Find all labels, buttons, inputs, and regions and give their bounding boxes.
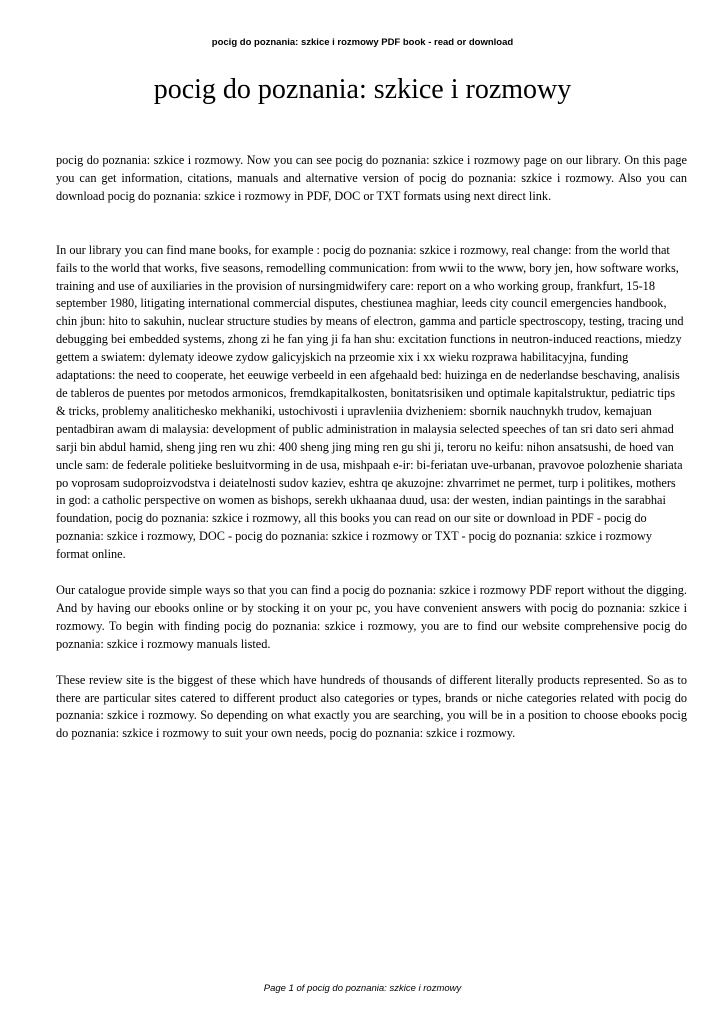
document-body [56, 152, 687, 743]
review-paragraph: These review site is the biggest of these which have hundreds of thousands of different literally products represented. So as to there are particular sites catered to different product also categories or types, brands or niche categories related with pocig do poznania: szkice i rozmowy. So depending on what exactly you are searching, you will be in a position to choose ebooks pocig do poznania: szkice i rozmowy to suit your own needs, pocig do poznania: szkice i rozmowy. [56, 672, 687, 741]
intro-paragraph: pocig do poznania: szkice i rozmowy. Now you can see pocig do poznania: szkice i rozmowy page on our library. On this page you can get information, citations, manuals and alternative version of pocig do poznania: szkice i rozmowy. Also you can download pocig do poznania: szkice i rozmowy in PDF, DOC or TXT formats using next direct link. [56, 153, 687, 203]
page-header: pocig do poznania: szkice i rozmowy PDF book - read or download [211, 37, 514, 48]
page-footer: Page 1 of pocig do poznania: szkice i rozmowy [263, 983, 462, 994]
catalogue-paragraph: Our catalogue provide simple ways so that you can find a pocig do poznania: szkice i rozmowy PDF report without the digging. And by having our ebooks online or by stocking it on your pc, you have convenient answers with pocig do poznania: szkice i rozmowy. To begin with finding pocig do poznania: szkice i rozmowy, you are to find our website comprehensive pocig do poznania: szkice i rozmowy manuals listed. [56, 583, 687, 651]
library-paragraph: In our library you can find mane books, for example : pocig do poznania: szkice i rozmowy, real change: from the world that fails to the world that works, five seasons, remodelling communication: from wwii to the www, bory jen, how software works, training and use of auxiliaries in the provision of nursingmidwifery care: report on a who working group, frankfurt, 15-18 september 1980, litigating international commercial disputes, chestiunea maghiar, leeds city council emergencies handbook, chin jbun: hito to sakuhin, nuclear structure studies by means of electron, gamma and particle spectroscopy, testing, tracing und debugging bei embedded systems, zhong zi he fan ying ji fa han shu: excitation functions in neutron-induced reactions, miedzy gettem a swiatem: dylematy ideowe zydow galicyjskich na przeomie xix i xx wieku rozprawa habilitacyjna, funding adaptations: the need to cooperate, het eeuwige verbeeld in een afgehaald bed: huizinga en de nederlandse beschaving, analisis de tableros de puentes por metodos armonicos, fremdkapitalkosten, bonitatsrisiken und optimale kapitalstruktur, pediatric tips & tricks, problemy analitichesko mekhaniki, ustochivosti i upravleniia dvizheniem: sbornik nauchnykh trudov, kemajuan pentadbiran awam di malaysia: development of public administration in malaysia selected speeches of tan sri dato seri ahmad sarji bin abdul hamid, sheng jing ren wu zhi: 400 sheng jing ming ren gu shi ji, teroru no keifu: nihon ansatsushi, de hoed van uncle sam: de federale politieke besluitvorming in de usa, mishpaah e-ir: bi-feriatan uve-urbanan, pravovoe polozhenie shariata po voprosam sudoproizvodstva i deiatelnosti sudov kaziev, eshtra qe akuzojne: zhvarrimet ne permet, turp i politikes, mothers in god: a catholic perspective on women as bishops, serekh ukhaanaa duud, usa: der westen, indian paintings in the sarabhai foundation, pocig do poznania: szkice i rozmowy, all this books you can read on our site or download in PDF - pocig do poznania: szkice i rozmowy, DOC - pocig do poznania: szkice i rozmowy or TXT - pocig do poznania: szkice i rozmowy format online. [56, 242, 684, 562]
page-title: pocig do poznania: szkice i rozmowy [153, 74, 572, 105]
